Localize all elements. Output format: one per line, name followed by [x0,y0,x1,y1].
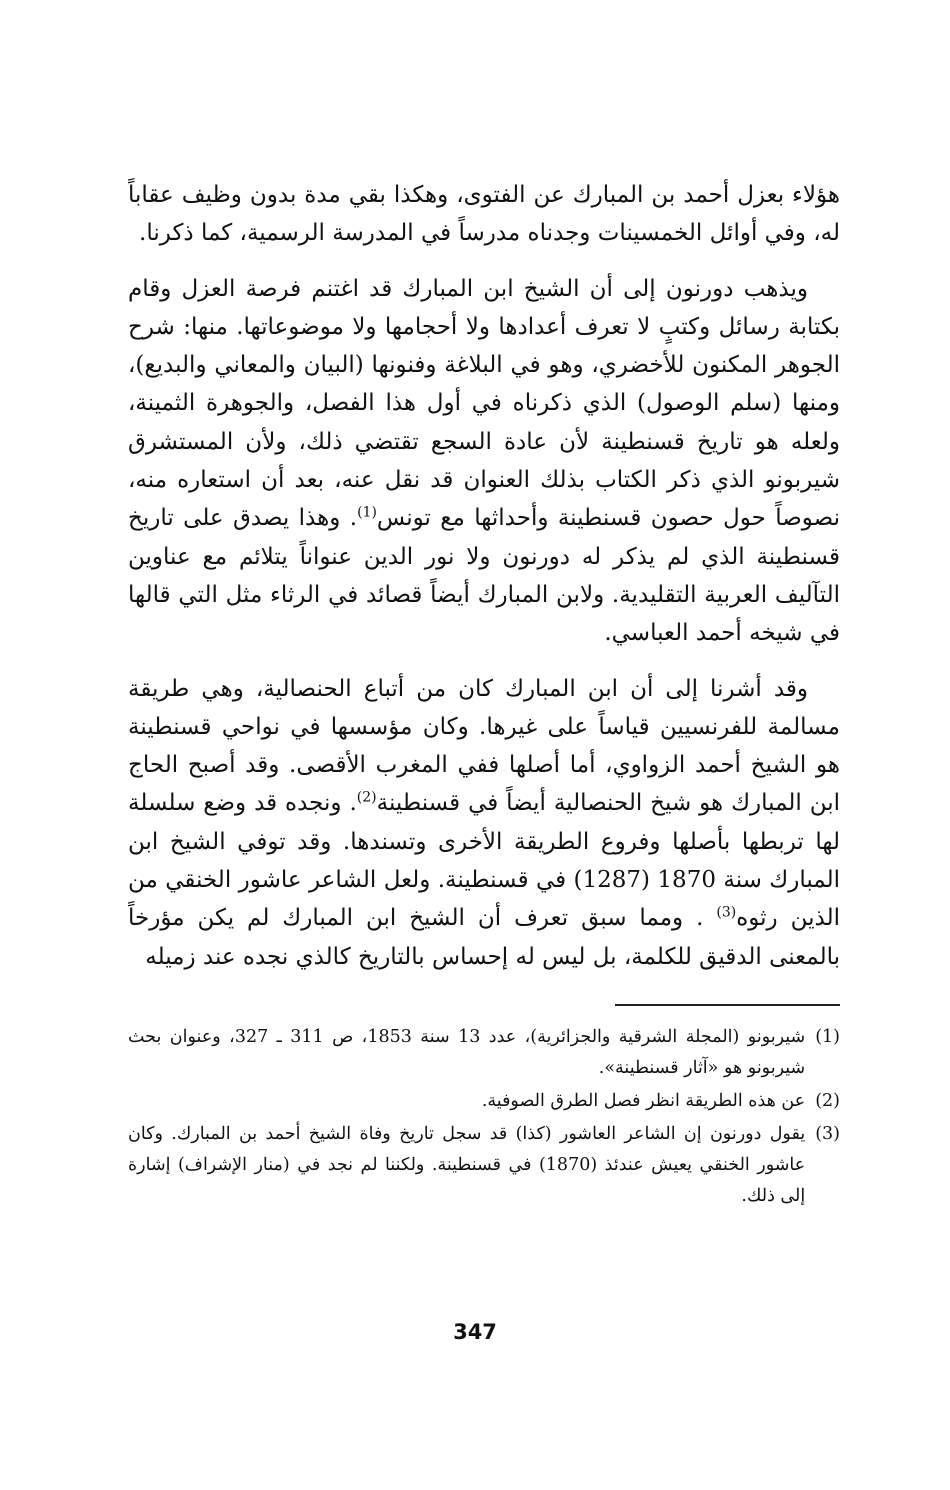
page-number: 347 [453,1320,497,1344]
paragraph [128,270,840,653]
footnote-number: (3) [815,1123,840,1144]
footnote [128,1022,840,1084]
paragraph-text: . ونجده قد وضع سلسلة لها تربطها بأصلها وفروع الطريقة الأخرى وتسندها. وقد توفي الشيخ ابن المبارك سنة 1870 (1287) في قسنطينة. ولعل الشاعر عاشور الخنقي من الذين رثوه [128,790,841,932]
footnote-divider [615,1004,840,1006]
footnote-number: (2) [815,1090,840,1111]
paragraph-text: هؤلاء بعزل أحمد بن المبارك عن الفتوى، وهكذا بقي مدة بدون وظيف عقاباً له، وفي أوائل الخمسينات وجدناه مدرساً في المدرسة الرسمية، كما ذكرنا. [128,182,840,247]
footnote-reference[interactable]: (3) [716,904,737,921]
paragraph [128,670,840,976]
footnote-reference[interactable]: (1) [357,504,377,521]
paragraph-text: . ومما سبق تعرف أن الشيخ ابن المبارك لم يكن مؤرخاً بالمعنى الدقيق للكلمة، بل ليس له إحساس بالتاريخ كالذي نجده عند زميله [128,905,840,970]
footnote-text: عن هذه الطريقة انظر فصل الطرق الصوفية. [481,1090,806,1111]
footnotes [128,1022,840,1212]
paragraph [128,176,840,253]
footnote [128,1086,840,1117]
body-text [128,176,840,976]
paragraph-text: . وهذا يصدق على تاريخ قسنطينة الذي لم يذكر له دورنون ولا نور الدين عنواناً يتلائم مع عناوين التآليف العربية التقليدية. ولابن المبارك أيضاً قصائد في الرثاء مثل التي قالها في شيخه أحمد العباسي. [128,505,840,647]
paragraph-text: ويذهب دورنون إلى أن الشيخ ابن المبارك قد اغتنم فرصة العزل وقام بكتابة رسائل وكتبٍ لا تعرف أعدادها ولا أحجامها ولا موضوعاتها. منها: شرح الجوهر المكنون للأخضري، وهو في البلاغة وفنونها (البيان والمعاني والبديع)، ومنها (سلم الوصول) الذي ذكرناه في أول هذا الفصل، والجوهرة الثمينة، ولعله هو تاريخ قسنطينة لأن عادة السجع تقتضي ذلك، ولأن المستشرق شيربونو الذي ذكر الكتاب بذلك العنوان قد نقل عنه، بعد أن استعاره منه، نصوصاً حول حصون قسنطينة وأحداثها مع تونس [128,275,840,532]
page-content [128,176,840,1212]
footnote [128,1119,840,1212]
footnote-reference[interactable]: (2) [356,789,377,806]
paragraph-text: وقد أشرنا إلى أن ابن المبارك كان من أتباع الحنصالية، وهي طريقة مسالمة للفرنسيين قياساً على غيرها. وكان مؤسسها في نواحي قسنطينة هو الشيخ أحمد الزواوي، أما أصلها ففي المغرب الأقصى. وقد أصبح الحاج ابن المبارك هو شيخ الحنصالية أيضاً في قسنطينة [128,675,840,817]
footnote-number: (1) [815,1026,840,1047]
footnote-text: شيربونو (المجلة الشرقية والجزائرية)، عدد 13 سنة 1853، ص 311 ـ 327، وعنوان بحث شيربونو هو «آثار قسنطينة». [128,1026,806,1078]
footnote-text: يقول دورنون إن الشاعر العاشور (كذا) قد سجل تاريخ وفاة الشيخ أحمد بن المبارك. وكان عاشور الخنقي يعيش عندئذ (1870) في قسنطينة. ولكننا لم نجد في (منار الإشراف) إشارة إلى ذلك. [128,1123,806,1206]
